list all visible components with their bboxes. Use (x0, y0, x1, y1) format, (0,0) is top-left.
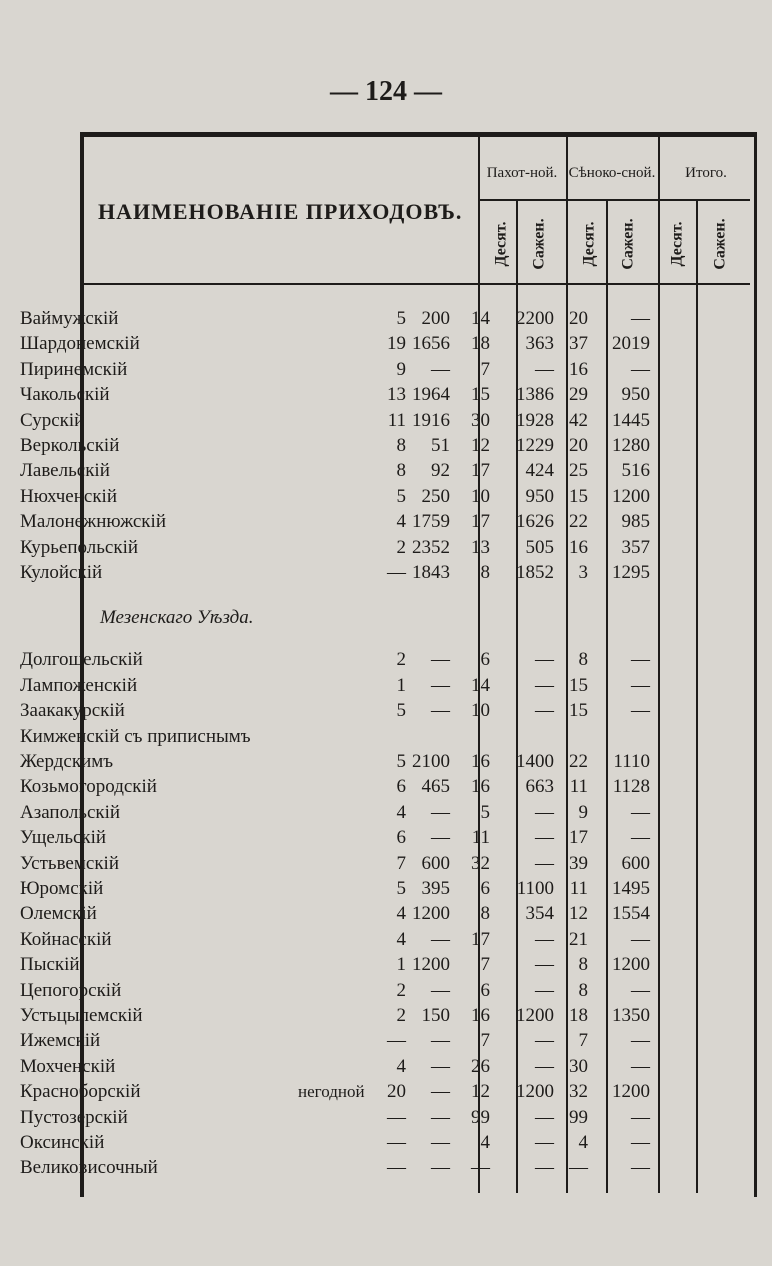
row-name: Красноборскій (20, 1081, 141, 1103)
row-cell: — (631, 1055, 650, 1077)
row-cell: — (431, 1081, 450, 1103)
row-cell: — (535, 1157, 554, 1179)
row-cell: 10 (471, 700, 490, 722)
row-cell: — (431, 1030, 450, 1052)
row-cell: — (631, 1132, 650, 1153)
row-cell: — (535, 827, 554, 849)
row-cell: 2 (396, 649, 406, 671)
row-cell: 6 (480, 979, 490, 1001)
row-cell: 600 (421, 852, 450, 874)
row-cell: 1928 (516, 409, 554, 431)
row-name: Шардонемскій (20, 333, 140, 355)
row-cell: 6 (396, 776, 406, 798)
table-row (20, 647, 668, 673)
row-cell: 465 (421, 776, 450, 798)
row-cell: 16 (471, 1005, 490, 1026)
row-cell: 1 (396, 674, 406, 696)
row-cell: 42 (569, 409, 588, 431)
table-row (20, 673, 668, 699)
row-name: Ижемскій (20, 1030, 101, 1052)
row-name: Жердскимъ (20, 751, 114, 772)
row-cell: — (535, 801, 554, 823)
row-cell: 5 (480, 801, 490, 823)
row-name: Устьцылемскій (20, 1005, 143, 1026)
row-cell: 18 (471, 333, 490, 355)
row-cell: — (387, 1106, 406, 1128)
row-cell: 17 (471, 460, 490, 482)
header-divider-bottom (84, 283, 750, 285)
row-name: Олемскій (20, 903, 97, 925)
table-row (20, 433, 668, 459)
row-name: Кимженскій съ приписнымъ (20, 725, 251, 747)
row-cell: 16 (471, 776, 490, 798)
row-cell: 14 (471, 308, 490, 329)
row-cell: — (431, 801, 450, 823)
row-cell: — (387, 1157, 406, 1179)
row-cell: 8 (578, 649, 588, 671)
row-cell: 1200 (412, 954, 450, 976)
row-name: Пиринемскій (20, 358, 128, 380)
row-name: Оксинскій (20, 1132, 105, 1153)
row-cell: — (535, 700, 554, 722)
row-cell: 13 (471, 536, 490, 558)
header-sub-desyat-1: Десят. (492, 221, 510, 267)
row-cell: — (569, 1157, 588, 1179)
row-name: Долгощельскій (20, 649, 143, 671)
row-cell: — (631, 1157, 650, 1179)
row-cell: — (431, 1132, 450, 1153)
table-row (20, 357, 668, 383)
header-sub-sazhen-1: Сажен. (531, 218, 549, 270)
header-title: НАИМЕНОВАНІЕ ПРИХОДОВЪ. (98, 199, 463, 224)
table-row (20, 458, 668, 484)
row-cell: 7 (480, 954, 490, 976)
row-cell: 1200 (516, 1005, 554, 1026)
row-cell: 99 (569, 1106, 588, 1128)
row-cell: — (631, 358, 650, 380)
row-cell: — (535, 1030, 554, 1052)
row-cell: 985 (621, 511, 650, 533)
row-cell: — (631, 801, 650, 823)
row-name: Ущельскій (20, 827, 107, 849)
row-cell: 200 (421, 308, 450, 329)
row-cell: 32 (471, 852, 490, 874)
row-cell: 2200 (516, 308, 554, 329)
row-cell: 663 (525, 776, 554, 798)
row-cell: — (535, 954, 554, 976)
row-cell: — (631, 827, 650, 849)
row-cell: 2 (396, 1005, 406, 1026)
header-sub-sazhen-3: Сажен. (712, 218, 730, 270)
row-cell: 4 (578, 1132, 588, 1153)
row-cell: — (535, 852, 554, 874)
row-cell: 4 (396, 801, 406, 823)
row-cell: — (431, 1106, 450, 1128)
row-cell: 12 (471, 1081, 490, 1103)
row-cell: 25 (569, 460, 588, 482)
row-cell: 1656 (412, 333, 450, 355)
row-cell: 9 (396, 358, 406, 380)
row-cell: 99 (471, 1106, 490, 1128)
row-cell: 6 (396, 827, 406, 849)
row-cell: — (535, 358, 554, 380)
row-cell: 12 (569, 903, 588, 925)
row-cell: 1200 (412, 903, 450, 925)
row-cell: — (631, 308, 650, 329)
row-cell: 15 (569, 700, 588, 722)
row-name: Койнасскій (20, 928, 112, 950)
table-row (20, 1079, 668, 1105)
row-cell: 8 (578, 954, 588, 976)
row-cell: 6 (480, 649, 490, 671)
table-row (20, 408, 668, 434)
row-cell: 1852 (516, 562, 554, 583)
table-row (20, 306, 668, 332)
row-cell: — (387, 1132, 406, 1153)
row-cell: — (431, 700, 450, 722)
table-row (20, 800, 668, 826)
row-cell: 5 (396, 308, 406, 329)
row-cell: 1350 (612, 1005, 650, 1026)
row-cell: 39 (569, 852, 588, 874)
table-row (20, 851, 668, 877)
row-cell: 1626 (516, 511, 554, 533)
row-cell: 1554 (612, 903, 650, 925)
row-cell: 4 (396, 511, 406, 533)
row-cell: — (631, 700, 650, 722)
row-cell: 1229 (516, 435, 554, 456)
row-name: Нюхченскій (20, 485, 117, 507)
row-cell: 8 (480, 562, 490, 583)
row-name: Устьвемскій (20, 852, 119, 874)
row-cell: 4 (480, 1132, 490, 1153)
row-cell: 92 (431, 460, 450, 482)
row-cell: 8 (480, 903, 490, 925)
row-cell: — (471, 1157, 490, 1179)
row-cell: — (535, 1055, 554, 1077)
row-cell: — (535, 674, 554, 696)
row-cell: — (631, 979, 650, 1001)
row-cell: 250 (421, 485, 450, 507)
row-cell: 7 (396, 852, 406, 874)
table-row (20, 1105, 668, 1131)
table-row (20, 978, 668, 1004)
row-cell: 14 (471, 674, 490, 696)
row-cell: 5 (396, 751, 406, 772)
row-cell: 1495 (612, 878, 650, 899)
row-cell: 11 (471, 827, 490, 849)
row-cell: 354 (525, 903, 554, 925)
row-cell: 1400 (516, 751, 554, 772)
row-cell: 1295 (612, 562, 650, 583)
row-cell: — (431, 1055, 450, 1077)
row-cell: 1964 (412, 384, 450, 406)
row-cell: 15 (471, 384, 490, 406)
row-name: Козьмогородскій (20, 776, 157, 798)
row-cell: 1200 (612, 1081, 650, 1103)
row-cell: 6 (480, 878, 490, 899)
row-cell: 1110 (613, 751, 650, 772)
row-cell: 950 (621, 384, 650, 406)
row-cell: — (431, 358, 450, 380)
table-row (20, 535, 668, 561)
row-cell: — (431, 674, 450, 696)
row-cell: 7 (578, 1030, 588, 1052)
row-name: Заакакурскій (20, 700, 125, 722)
row-cell: — (431, 928, 450, 950)
row-cell: 600 (621, 852, 650, 874)
row-cell: 22 (569, 511, 588, 533)
row-cell: — (631, 1030, 650, 1052)
table-row (20, 1054, 668, 1080)
row-cell: 32 (569, 1081, 588, 1103)
row-cell: 357 (621, 536, 650, 558)
row-cell: 30 (569, 1055, 588, 1077)
row-cell: 5 (396, 485, 406, 507)
row-cell: 20 (569, 308, 588, 329)
row-cell: 17 (471, 928, 490, 950)
row-cell: 363 (525, 333, 554, 355)
header-divider-groups (478, 199, 750, 201)
row-cell: 22 (569, 751, 588, 772)
table-row (20, 382, 668, 408)
row-cell: 11 (569, 776, 588, 798)
table-row (20, 901, 668, 927)
row-cell: — (431, 827, 450, 849)
row-cell: 17 (569, 827, 588, 849)
row-name: Лавельскій (20, 460, 110, 482)
row-cell: 1200 (612, 954, 650, 976)
table-row (20, 1130, 668, 1156)
row-cell: 21 (569, 928, 588, 950)
page-number: — 124 — (330, 76, 442, 107)
row-cell: 17 (471, 511, 490, 533)
table-row (20, 774, 668, 800)
row-name: Цепогорскій (20, 979, 122, 1001)
row-cell: 1916 (412, 409, 450, 431)
row-cell: 1386 (516, 384, 554, 406)
row-cell: 7 (480, 358, 490, 380)
header-group-total: Итого. (685, 165, 727, 181)
row-name: Пустозерскій (20, 1106, 128, 1128)
table-row (20, 698, 668, 724)
row-cell: — (431, 649, 450, 671)
row-cell: 950 (525, 485, 554, 507)
row-name: Великовисочный (20, 1157, 158, 1179)
row-name: Ваймужскій (20, 308, 119, 329)
row-cell: 15 (569, 674, 588, 696)
row-name: Лампоженскій (20, 674, 138, 696)
section-title: Мезенскаго Уѣзда. (100, 607, 254, 629)
row-cell: — (631, 1106, 650, 1128)
row-cell: 3 (578, 562, 588, 583)
row-name: Веркольскій (20, 435, 120, 456)
row-cell: — (387, 1030, 406, 1052)
row-name: Азапольскій (20, 801, 121, 823)
row-cell: — (535, 1132, 554, 1153)
row-cell: 1280 (612, 435, 650, 456)
row-cell: 1843 (412, 562, 450, 583)
row-name: Сурскій (20, 409, 85, 431)
row-cell: — (631, 674, 650, 696)
row-name: Пыскій (20, 954, 80, 976)
row-cell: 11 (387, 409, 406, 431)
table-row (20, 876, 668, 902)
row-cell: 505 (525, 536, 554, 558)
row-cell: 11 (569, 878, 588, 899)
row-cell: — (431, 1157, 450, 1179)
table-row (20, 509, 668, 535)
row-cell: — (631, 649, 650, 671)
column-rule (696, 199, 698, 1193)
row-cell: 1200 (516, 1081, 554, 1103)
row-cell: 9 (578, 801, 588, 823)
row-cell: 16 (471, 751, 490, 772)
row-cell: 150 (421, 1005, 450, 1026)
row-cell: 424 (525, 460, 554, 482)
row-cell: — (431, 979, 450, 1001)
header-sub-sazhen-2: Сажен. (620, 218, 638, 270)
row-cell: 1 (396, 954, 406, 976)
row-cell: — (535, 928, 554, 950)
row-cell: 8 (396, 460, 406, 482)
row-cell: 7 (480, 1030, 490, 1052)
row-name: Курьепольскій (20, 536, 139, 558)
row-cell: 1100 (516, 878, 554, 899)
header-sub-desyat-2: Десят. (580, 221, 598, 267)
table-row (20, 1028, 668, 1054)
header-group-arable: Пахот-ной. (486, 165, 558, 181)
row-name: Чакольскій (20, 384, 110, 406)
row-name: Кулойскій (20, 562, 103, 583)
row-cell: — (535, 1106, 554, 1128)
row-cell: 26 (471, 1055, 490, 1077)
table-row (20, 724, 668, 750)
row-cell: — (535, 649, 554, 671)
table-row (20, 825, 668, 851)
row-cell: 5 (396, 700, 406, 722)
row-cell: — (387, 562, 406, 583)
row-cell: 2352 (412, 536, 450, 558)
row-cell: 1759 (412, 511, 450, 533)
row-cell: 19 (387, 333, 406, 355)
row-cell: 395 (421, 878, 450, 899)
row-cell: 20 (387, 1081, 406, 1103)
row-cell: 15 (569, 485, 588, 507)
row-cell: 20 (569, 435, 588, 456)
row-cell: 1128 (612, 776, 650, 798)
row-name: Юромскій (20, 878, 104, 899)
row-name: Мохченскій (20, 1055, 116, 1077)
row-cell: 13 (387, 384, 406, 406)
row-cell: 2100 (412, 751, 450, 772)
row-cell: 1445 (612, 409, 650, 431)
row-cell: 2 (396, 536, 406, 558)
row-cell: 10 (471, 485, 490, 507)
table-row (20, 749, 668, 775)
row-name: Малонежнюжскій (20, 511, 166, 533)
row-cell: 16 (569, 536, 588, 558)
row-cell: 12 (471, 435, 490, 456)
row-cell: 8 (396, 435, 406, 456)
header-sub-desyat-3: Десят. (668, 221, 686, 267)
row-cell: — (535, 979, 554, 1001)
row-cell: 516 (621, 460, 650, 482)
row-cell: 4 (396, 928, 406, 950)
table-row (20, 331, 668, 357)
table-row (20, 560, 668, 586)
row-cell: 51 (431, 435, 450, 456)
table-row (20, 484, 668, 510)
row-cell: 8 (578, 979, 588, 1001)
row-cell: 29 (569, 384, 588, 406)
header-group-hayfield: Сѣноко-сной. (568, 165, 656, 181)
row-cell: 4 (396, 903, 406, 925)
row-cell: 37 (569, 333, 588, 355)
row-cell: — (631, 928, 650, 950)
row-note: негодной (298, 1082, 365, 1102)
row-cell: 16 (569, 358, 588, 380)
row-cell: 2 (396, 979, 406, 1001)
row-cell: 2019 (612, 333, 650, 355)
row-cell: 30 (471, 409, 490, 431)
row-cell: 5 (396, 878, 406, 899)
table-row (20, 927, 668, 953)
table-row (20, 1155, 668, 1181)
table-row (20, 1003, 668, 1029)
table-row (20, 952, 668, 978)
row-cell: 1200 (612, 485, 650, 507)
row-cell: 18 (569, 1005, 588, 1026)
row-cell: 4 (396, 1055, 406, 1077)
